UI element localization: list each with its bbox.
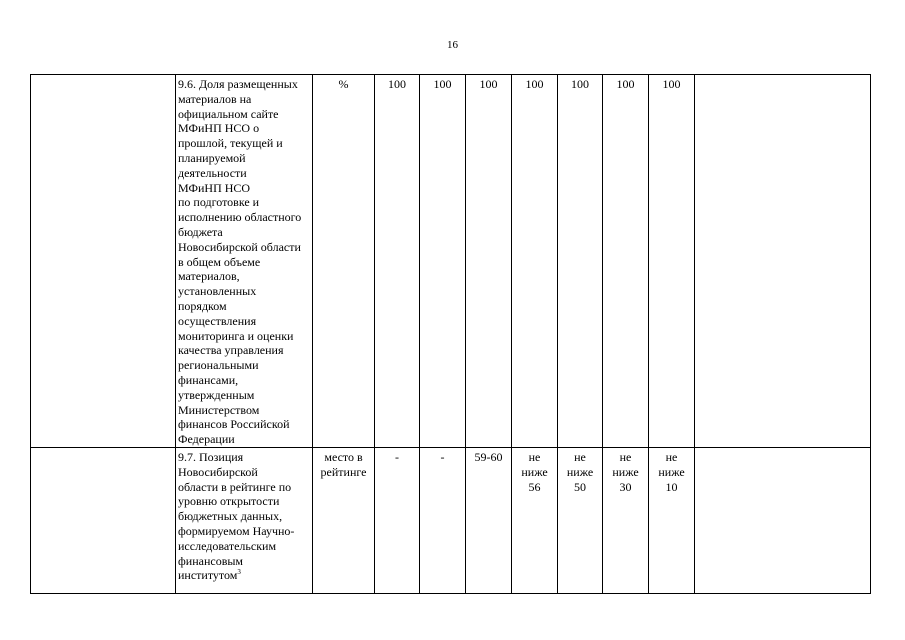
empty-cell-left — [31, 75, 176, 448]
value-cell: 100 — [512, 75, 558, 448]
value-cell: - — [420, 447, 466, 593]
indicator-name: 9.7. Позиция Новосибирской области в рейтинге по уровню открытости бюджетных данных, формируемом Научно- исследовательским финансовым институтом — [178, 449, 295, 583]
empty-cell-right — [695, 75, 871, 448]
table-row — [31, 447, 871, 593]
value-cell: 100 — [649, 75, 695, 448]
empty-cell-left — [31, 447, 176, 593]
value-cell: 100 — [603, 75, 649, 448]
page-number: 16 — [447, 39, 458, 51]
value-cell: не ниже 50 — [558, 447, 603, 593]
unit-cell: место в рейтинге — [313, 447, 375, 593]
value-cell: 59-60 — [466, 447, 512, 593]
empty-cell-right — [695, 447, 871, 593]
value-cell: - — [375, 447, 420, 593]
indicators-table — [30, 74, 871, 594]
indicator-name: 9.6. Доля размещенных материалов на официальном сайте МФиНП НСО о прошлой, текущей и планируемой деятельности МФиНП НСО по подготовке и исполнению областного бюджета Новосибирской области в общем объеме материалов, установленных порядком осуществления мониторинга и оценки качества управления региональными финансами, утвержденным Министерством финансов Российской Федерации — [176, 75, 313, 448]
table-row — [31, 75, 871, 448]
value-cell: не ниже 10 — [649, 447, 695, 593]
indicator-name-cell — [176, 447, 313, 593]
value-cell: 100 — [375, 75, 420, 448]
footnote-marker: 3 — [237, 568, 241, 577]
value-cell: не ниже 30 — [603, 447, 649, 593]
unit-cell: % — [313, 75, 375, 448]
value-cell: 100 — [420, 75, 466, 448]
value-cell: 100 — [558, 75, 603, 448]
value-cell: 100 — [466, 75, 512, 448]
value-cell: не ниже 56 — [512, 447, 558, 593]
